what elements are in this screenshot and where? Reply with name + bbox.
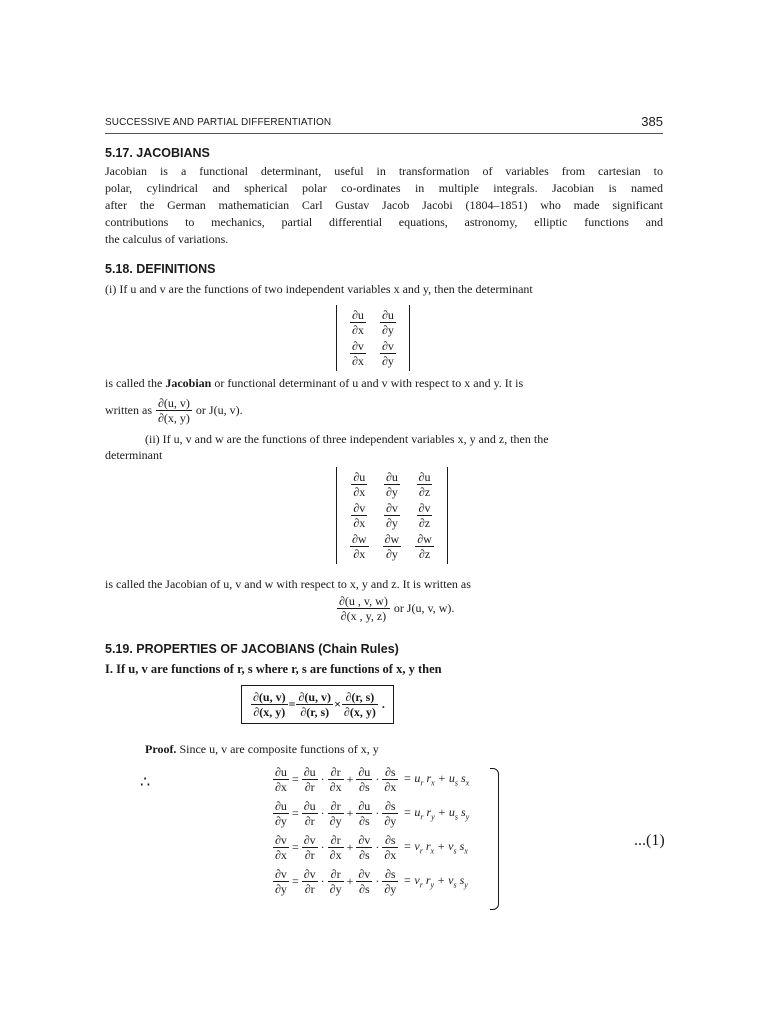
numerator: ∂v	[303, 866, 316, 881]
dot: ·	[375, 771, 380, 786]
equation-row	[272, 762, 482, 796]
partial-fraction	[351, 501, 367, 530]
plus-sign: +	[346, 805, 354, 820]
section-heading-jacobians: 5.17. JACOBIANS	[105, 146, 210, 160]
fraction	[273, 867, 289, 896]
numerator: ∂v	[358, 866, 371, 881]
plus-sign: +	[346, 771, 354, 786]
denominator: ∂y	[275, 813, 287, 828]
jacobian-term: Jacobian	[165, 376, 212, 390]
determinant-entry	[376, 500, 409, 531]
numerator: ∂u	[385, 470, 398, 484]
denominator: ∂r	[304, 847, 315, 862]
denominator: ∂x	[329, 779, 342, 794]
partial-fraction	[384, 470, 400, 499]
determinant-row	[343, 531, 441, 562]
page-number: 385	[641, 114, 663, 129]
denominator: ∂x	[353, 516, 366, 530]
denominator: ∂y	[381, 354, 394, 368]
numerator: ∂(r, s)	[342, 690, 378, 705]
numerator: ∂(u, v)	[298, 690, 332, 704]
numerator: ∂w	[384, 532, 400, 546]
determinant-entry	[376, 469, 409, 500]
numerator: ∂v	[275, 866, 287, 881]
determinant-entry	[408, 531, 441, 562]
dot: ·	[320, 839, 325, 854]
text: or functional determinant of u and v with respect to x and y. It is	[211, 376, 524, 390]
denominator: ∂y	[384, 881, 397, 896]
numerator: ∂u	[303, 798, 316, 813]
written-as-line	[105, 396, 243, 425]
dot: ·	[375, 873, 380, 888]
partial-fraction	[350, 532, 369, 561]
intro-line: polar, cylindrical and spherical polar co-ordinates in multiple integrals. Jacobian is named	[105, 181, 663, 195]
jacobian-notation-3	[337, 594, 390, 623]
denominator: ∂(r, s)	[300, 705, 330, 719]
numerator: ∂v	[385, 501, 398, 515]
denominator: ∂y	[329, 813, 342, 828]
determinant-entry	[408, 500, 441, 531]
equals-sign: =	[288, 697, 296, 711]
fraction	[342, 690, 378, 719]
times-sign: ×	[334, 697, 341, 711]
proof-text: Since u, v are composite functions of x, y	[176, 742, 379, 756]
equation-row	[272, 796, 482, 830]
intro-line: the calculus of variations.	[105, 232, 229, 246]
numerator: ∂s	[382, 833, 398, 848]
denominator: ∂x	[353, 485, 366, 499]
fraction	[273, 765, 289, 794]
denominator: ∂x	[329, 847, 342, 862]
partial-fraction	[415, 532, 434, 561]
determinant-row	[343, 500, 441, 531]
numerator: ∂r	[328, 765, 344, 780]
jacobian-notation-2	[156, 396, 192, 425]
determinant-entry	[343, 500, 376, 531]
definition-ii	[105, 431, 663, 448]
equation-row	[272, 864, 482, 898]
determinant-word: determinant	[105, 448, 163, 462]
proof-line	[145, 741, 379, 758]
numerator: ∂v	[418, 501, 431, 515]
fraction	[302, 867, 318, 896]
section-heading-properties: 5.19. PROPERTIES OF JACOBIANS (Chain Rules)	[105, 642, 399, 656]
chain-rule-statement: I. If u, v are functions of r, s where r, s are functions of x, y then	[105, 662, 442, 676]
numerator: ∂r	[328, 799, 344, 814]
denominator: ∂x	[352, 323, 364, 337]
denominator: ∂s	[359, 779, 370, 794]
text: or J(u, v, w).	[393, 601, 455, 615]
determinant-entry	[343, 531, 376, 562]
item-text: If u and v are the functions of two independent variables x and y, then the determinant	[119, 282, 533, 296]
denominator: ∂s	[359, 847, 370, 862]
denominator: ∂y	[275, 881, 287, 896]
fraction	[328, 765, 344, 794]
dot: ·	[320, 771, 325, 786]
dot: ·	[375, 805, 380, 820]
determinant-entry	[343, 307, 373, 338]
fraction	[356, 799, 372, 828]
therefore-symbol: ∴	[140, 774, 151, 791]
definition-i	[105, 281, 663, 298]
equation-result: = $u_r$ $r_y + u_s$ $s_y$	[403, 804, 470, 822]
determinant-entry	[373, 307, 403, 338]
determinant-row	[343, 338, 403, 369]
item-label: (ii)	[145, 432, 160, 446]
jacobian-intro-paragraph	[105, 163, 663, 248]
numerator: ∂u	[358, 798, 371, 813]
equation-number: ...(1)	[634, 832, 665, 849]
proof-label: Proof.	[145, 742, 177, 756]
denominator: ∂y	[385, 547, 398, 561]
denominator: ∂s	[359, 813, 370, 828]
fraction	[382, 833, 398, 862]
numerator: ∂u	[418, 470, 431, 484]
denominator: ∂y	[384, 813, 397, 828]
equation-result: = $v_r$ $r_x + v_s$ $s_x$	[403, 838, 468, 856]
numerator: ∂v	[352, 339, 364, 353]
running-header	[105, 113, 663, 134]
called-jacobian-line	[105, 375, 663, 392]
determinant-entry	[343, 469, 376, 500]
denominator: ∂y	[385, 516, 398, 530]
denominator: ∂y	[385, 485, 398, 499]
denominator: ∂y	[381, 323, 394, 337]
text: or J(u, v).	[195, 403, 243, 417]
fraction	[302, 765, 318, 794]
determinant-entry	[376, 531, 409, 562]
denominator: ∂(x, y)	[343, 705, 376, 719]
text: written as	[105, 403, 152, 417]
fraction	[273, 799, 289, 828]
fraction	[382, 799, 398, 828]
intro-line: Jacobian is a functional determinant, useful in transformation of variables from cartesian to	[105, 164, 663, 178]
denominator: ∂r	[304, 881, 315, 896]
denominator: ∂x	[352, 354, 364, 368]
partial-fraction	[350, 308, 366, 337]
numerator: ∂r	[328, 867, 344, 882]
partial-fraction	[380, 308, 396, 337]
fraction	[302, 799, 318, 828]
equals-sign: =	[291, 873, 299, 888]
numerator: ∂(u, v)	[158, 396, 190, 410]
denominator: ∂r	[304, 779, 315, 794]
numerator: ∂v	[381, 339, 394, 353]
denominator: ∂z	[418, 485, 431, 499]
denominator: ∂y	[329, 881, 342, 896]
right-brace	[490, 768, 499, 910]
numerator: ∂s	[382, 867, 398, 882]
fraction	[273, 833, 289, 862]
equation-result: = $u_r$ $r_x + u_s$ $s_x$	[403, 770, 470, 788]
partial-fraction	[384, 501, 400, 530]
denominator: ∂z	[418, 547, 431, 561]
numerator: ∂u	[353, 470, 366, 484]
determinant-entry	[408, 469, 441, 500]
section-heading-definitions: 5.18. DEFINITIONS	[105, 262, 216, 276]
numerator: ∂w	[352, 532, 367, 546]
partial-fraction	[417, 470, 433, 499]
partial-fraction	[383, 532, 402, 561]
equals-sign: =	[291, 839, 299, 854]
numerator: ∂v	[353, 501, 366, 515]
determinant-row	[343, 307, 403, 338]
denominator: ∂x	[275, 847, 287, 862]
fraction	[382, 867, 398, 896]
plus-sign: +	[346, 873, 354, 888]
period: .	[381, 697, 385, 711]
numerator: ∂(u , v, w)	[339, 594, 388, 608]
denominator: ∂x	[275, 779, 287, 794]
denominator: ∂x	[353, 547, 366, 561]
dot: ·	[320, 805, 325, 820]
plus-sign: +	[346, 839, 354, 854]
numerator: ∂w	[417, 532, 432, 546]
denominator: ∂s	[359, 881, 370, 896]
determinant-2x2	[336, 305, 410, 376]
partial-fraction	[380, 339, 396, 368]
determinant-entry	[373, 338, 403, 369]
intro-line: after the German mathematician Carl Gustav Jacob Jacobi (1804–1851) who made significant	[105, 198, 663, 212]
equation-row	[272, 830, 482, 864]
fraction	[296, 690, 333, 719]
item-label: (i)	[105, 282, 117, 296]
partial-fraction	[350, 339, 366, 368]
equation-result: = $v_r$ $r_y + v_s$ $s_y$	[403, 872, 468, 890]
numerator: ∂u	[358, 764, 371, 779]
numerator: ∂s	[382, 765, 398, 780]
fraction	[328, 799, 344, 828]
numerator: ∂u	[352, 308, 364, 322]
denominator: ∂x	[384, 779, 397, 794]
denominator: ∂(x, y)	[158, 411, 190, 425]
jacobian-notation-3-line	[336, 594, 454, 623]
dot: ·	[375, 839, 380, 854]
numerator: ∂r	[328, 833, 344, 848]
fraction	[356, 833, 372, 862]
numerator: ∂s	[382, 799, 398, 814]
intro-line: contributions to mechanics, partial differential equations, astronomy, elliptic functions and	[105, 215, 663, 229]
fraction	[328, 867, 344, 896]
determinant-entry	[343, 338, 373, 369]
fraction	[382, 765, 398, 794]
numerator: ∂v	[275, 832, 287, 847]
denominator: ∂x	[384, 847, 397, 862]
numerator: ∂v	[358, 832, 371, 847]
fraction	[251, 690, 288, 719]
fraction	[356, 867, 372, 896]
denominator: ∂(x, y)	[253, 705, 286, 719]
numerator: ∂u	[303, 764, 316, 779]
determinant-3x3	[336, 467, 448, 569]
dot: ·	[320, 873, 325, 888]
numerator: ∂u	[381, 308, 394, 322]
equals-sign: =	[291, 805, 299, 820]
called-jacobian-3-line: is called the Jacobian of u, v and w with respect to x, y and z. It is written as	[105, 577, 471, 591]
fraction	[302, 833, 318, 862]
fraction	[356, 765, 372, 794]
numerator: ∂v	[303, 832, 316, 847]
text: is called the	[105, 376, 166, 390]
numerator: ∂u	[275, 764, 287, 779]
denominator: ∂r	[304, 813, 315, 828]
chain-rule-box	[241, 685, 394, 724]
numerator: ∂(u, v)	[253, 690, 286, 704]
running-title: SUCCESSIVE AND PARTIAL DIFFERENTIATION	[105, 117, 332, 128]
item-text: If u, v and w are the functions of three independent variables x, y and z, then the	[162, 432, 549, 446]
numerator: ∂u	[275, 798, 287, 813]
fraction	[328, 833, 344, 862]
partial-fraction	[351, 470, 367, 499]
partial-fraction	[417, 501, 433, 530]
determinant-row	[343, 469, 441, 500]
partial-derivative-equations	[272, 762, 482, 898]
denominator: ∂z	[418, 516, 431, 530]
denominator: ∂(x , y, z)	[340, 609, 387, 623]
equals-sign: =	[291, 771, 299, 786]
